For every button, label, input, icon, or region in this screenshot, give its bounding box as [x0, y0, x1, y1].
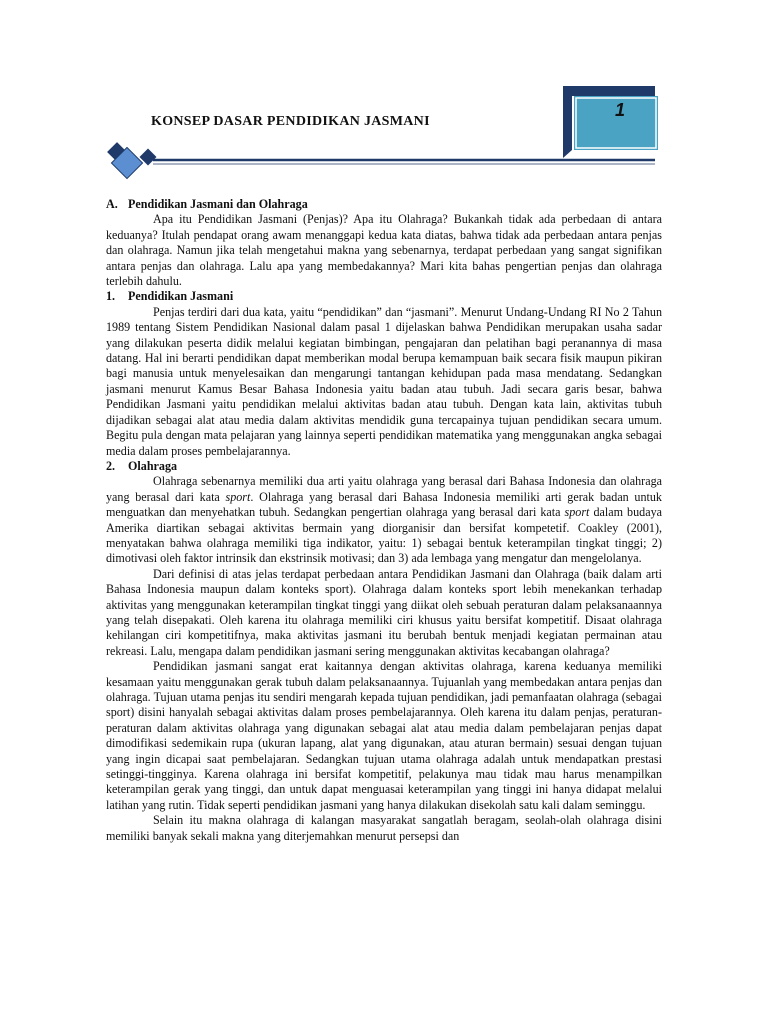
- section-1-label: 1.: [106, 289, 116, 304]
- section-2-paragraph-2: Dari definisi di atas jelas terdapat perbedaan antara Pendidikan Jasmani dan Olahraga (baik dalam arti Bahasa Indonesia maupun dalam konteks sport). Olahraga dalam konteks sport lebih menekankan terhadap aktivitas yang menggunakan keterampilan tingkat tinggi yang diikat oleh sebuah peraturan dalam pelaksanaannya yang telah disepakati. Oleh karena itu olahraga memiliki ciri khusus yaitu bersifat kompetitif. Disaat olahraga kehilangan ciri kompetitifnya, maka aktivitas jasmani itu berubah bentuk menjadi kegiatan permainan atau rekreasi. Lalu, mengapa dalam pendidikan jasmani sering menggunakan aktivitas kecabangan olahraga?: [106, 566, 662, 658]
- section-1-paragraph: Penjas terdiri dari dua kata, yaitu “pendidikan” dan “jasmani”. Menurut Undang-Undang RI No 2 Tahun 1989 tentang Sistem Pendidikan Nasional dalam pasal 1 dijelaskan bahwa Pendidikan merupakan usaha sadar yang dilakukan peserta didik melalui kegiatan bimbingan, pengajaran dan pelatihan bagi peranannya di masa datang. Hal ini berarti pendidikan dapat memberikan modal berupa kemampuan baik secara fisik maupun pikiran bagi manusia untuk menyelesaikan dan mengarungi tantangan kehidupan pada masa mendatang. Sedangkan jasmani menurut Kamus Besar Bahasa Indonesia yaitu badan atau tubuh. Jadi secara garis besar, bahwa Pendidikan Jasmani yaitu pendidikan melalui aktivitas badan atau tubuh. Dengan kata lain, aktivitas tubuh dijadikan sebagai alat atau media dalam aktivitas mendidik guna tercapainya tujuan pendidikan secara umum. Begitu pula dengan mata pelajaran yang lainnya seperti pendidikan matematika yang menggunakan angka sebagai media dalam proses pembelajarannya.: [106, 304, 662, 458]
- section-2-label: 2.: [106, 458, 116, 473]
- section-a-title: Pendidikan Jasmani dan Olahraga: [128, 197, 308, 211]
- section-2-paragraph-1: [106, 474, 662, 566]
- chapter-number: 1: [614, 100, 625, 120]
- chapter-header: [0, 0, 768, 200]
- section-a-label: A.: [106, 197, 118, 211]
- text-segment: . Olahraga yang berasal dari Bahasa Indonesia memiliki arti gerak badan untuk menguatkan dan menyehatkan tubuh. Sedangkan pengertian olahraga yang berasal dari kata: [106, 489, 662, 520]
- section-2-paragraph-3: Pendidikan jasmani sangat erat kaitannya dengan aktivitas olahraga, karena keduanya memiliki kesamaan yaitu menggunakan gerak tubuh dalam pelaksanaannya. Tujuanlah yang membedakan antara penjas dan olahraga. Tujuan utama penjas itu sendiri mengarah kepada tujuan pendidikan, jadi pemanfaatan olahraga (sebagai sport) disini hanyalah sebagai aktivitas dalam proses pembelajarannya. Oleh karena itu dalam penjas, peraturan-peraturan dalam aktivitas olahraga yang digunakan sebagai alat atau media dalam pembelajaran penjas dapat dimodifikasi sedemikain rupa (ukuran lapang, alat yang digunakan, atau aturan bermain) sesuai dengan tujuan yang ingin dicapai saat pembelajaran. Sedangkan tujuan utama olahraga adalah untuk mendapatkan prestasi setinggi-tingginya. Karena olahraga ini bersifat kompetitif, pelakunya mau tidak mau harus menampilkan keterampilan gerak yang tinggi, dan untuk dapat menguasai keterampilan yang tinggi ini hanya didapat melalui latihan yang rutin. Tidak seperti pendidikan jasmani yang hanya dilakukan disekolah satu kali dalam seminggu.: [106, 659, 662, 812]
- section-2-title: Olahraga: [128, 458, 178, 473]
- section-2-paragraph-4: Selain itu makna olahraga di kalangan masyarakat sangatlah beragam, seolah-olah olahraga disini memiliki banyak sekali makna yang diterjemahkan menurut persepsi dan: [106, 813, 662, 843]
- section-a-heading: [106, 197, 662, 212]
- document-body: [106, 197, 662, 844]
- header-decoration: [0, 0, 768, 200]
- text-segment: Olahraga sebenarnya memiliki dua arti yaitu olahraga yang berasal dari Bahasa Indonesia dan olahraga yang berasal dari kata: [106, 474, 662, 504]
- section-1-title: Pendidikan Jasmani: [128, 289, 234, 304]
- text-segment: dalam budaya Amerika diartikan sebagai aktivitas bermain yang diorganisir dan bersifat kompetetif. Coakley (2001), menyatakan bahwa olahraga memiliki tiga indikator, yaitu: 1) sebagai bentuk keterampilan tingkat tinggi; 2) dimotivasi oleh faktor intrinsik dan ekstrinsik motivasi; dan 3) ada lembaga yang mengatur dan mengelolanya.: [106, 505, 662, 566]
- chapter-title: KONSEP DASAR PENDIDIKAN JASMANI: [151, 114, 430, 129]
- sport-term: sport: [225, 489, 251, 504]
- section-a-paragraph: Apa itu Pendidikan Jasmani (Penjas)? Apa itu Olahraga? Bukankah tidak ada perbedaan di antara keduanya? Itulah pendapat orang awam menanggapi kedua kata diatas, bahwa tidak ada perbedaan antara penjas dan olahraga. Namun jika telah mengetahui makna yang sebenarnya, terdapat perbedaan yang sangat signifikan antara penjas dan olahraga. Lalu apa yang membedakannya? Mari kita bahas pengertian penjas dan olahraga terlebih dahulu.: [106, 212, 662, 289]
- section-2-heading: [106, 459, 662, 474]
- section-1-heading: [106, 289, 662, 304]
- sport-term: sport: [564, 505, 590, 520]
